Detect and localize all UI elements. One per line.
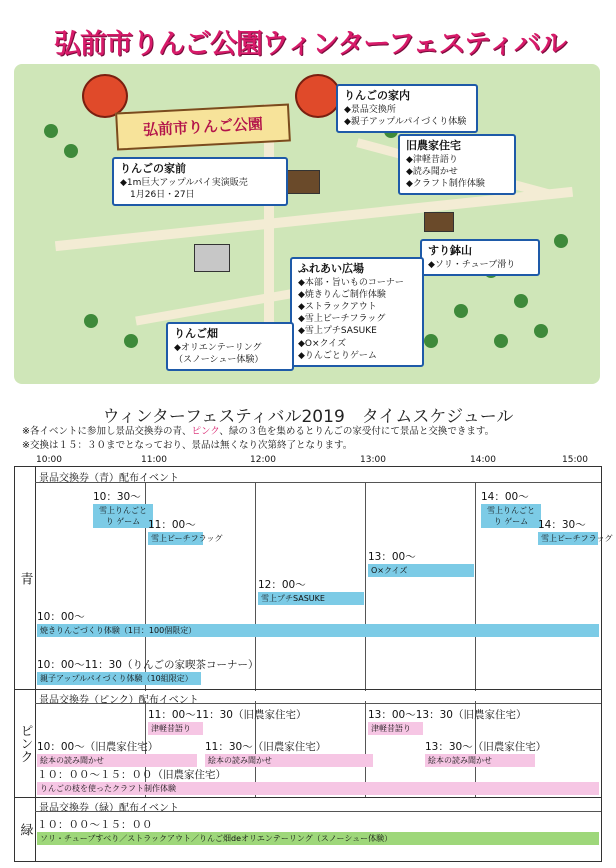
green-event: １０：００～１５：００ ソリ・チューブすべり／ストラックアウト／りんご畑deオリエンテーリング（スノーシュー体験） — [37, 817, 153, 832]
callout-suribachi-yama: すり鉢山 ◆ソリ・チューブ滑り — [420, 239, 540, 276]
blue-event: 11：00～ 雪上ビーチフラッグ — [148, 519, 223, 543]
park-sign: 弘前市りんご公園 — [115, 103, 291, 150]
blue-event: 13：00～ O×クイズ — [368, 549, 416, 564]
time-label: 11:00 — [141, 455, 167, 465]
time-label: 14:00 — [470, 455, 496, 465]
pink-event: 13：30～（旧農家住宅） 絵本の読み聞かせ — [425, 741, 547, 765]
pink-event: 11：00～11：30（旧農家住宅） 津軽昔語り — [148, 709, 307, 733]
blue-event: 14：00～ 雪上りんごとり ゲーム — [481, 489, 529, 504]
page-title: 弘前市りんご公園ウィンターフェスティバル — [54, 29, 566, 60]
section-head-pink: 景品交換券（ピンク）配布イベント — [39, 695, 199, 706]
time-label: 13:00 — [360, 455, 386, 465]
blue-event: 14：30～ 雪上ビーチフラッグ — [538, 519, 613, 543]
section-label-pink: ピンク — [15, 689, 36, 797]
blue-event: 10：00～ 焼きりんごづくり体験（1日：100個限定） — [37, 609, 85, 624]
schedule-grid — [14, 466, 613, 862]
pink-event: 10：00～（旧農家住宅） 絵本の読み聞かせ — [37, 739, 158, 754]
schedule-notes: ※各イベントに参加し景品交換券の青、ピンク、緑の３色を集めるとりんごの家受付にて景品と交換できます。 ※交換は１５：３０までとなっており、景品は無くなり次第終了となります。 — [22, 426, 495, 451]
time-label: 10:00 — [36, 455, 62, 465]
callout-old-farmhouse: 旧農家住宅 ◆津軽昔語り ◆読み聞かせ ◆クラフト制作体験 — [398, 134, 516, 195]
pink-event: １０：００～１５：００（旧農家住宅） りんごの枝を使ったクラフト制作体験 — [37, 767, 226, 782]
section-head-green: 景品交換券（緑）配布イベント — [39, 803, 179, 814]
apple-mascot-right — [295, 74, 341, 118]
blue-event: 10：00～11：30（りんごの家喫茶コーナー） 親子アップルパイづくり体験（10組限定） — [37, 659, 259, 683]
callout-fureai-square: ふれあい広場 ◆本部・旨いものコーナー ◆焼きりんご制作体験 ◆ストラックアウト ◆雪上ビーチフラッグ ◆雪上プチSASUKE ◆O×クイズ ◆りんごとりゲーム — [290, 257, 424, 367]
blue-event: 12：00～ 雪上プチSASUKE — [258, 577, 306, 592]
pink-event: 11：30～（旧農家住宅） 絵本の読み聞かせ — [205, 739, 326, 754]
schedule-title: ウィンターフェスティバル2019 タイムスケジュール — [102, 407, 514, 427]
callout-apple-orchard: りんご畑 ◆オリエンテーリング （スノーシュー体験） — [166, 322, 294, 371]
callout-ringo-house-inside: りんごの家内 ◆景品交換所 ◆親子アップルパイづくり体験 — [336, 84, 478, 133]
time-label: 15:00 — [562, 455, 588, 465]
section-label-green: 緑 — [15, 797, 36, 861]
section-label-blue: 青 — [15, 467, 36, 689]
callout-ringo-house-front: りんごの家前 ◆1m巨大アップルパイ実演販売 1月26日・27日 — [112, 157, 288, 206]
time-label: 12:00 — [250, 455, 276, 465]
section-head-blue: 景品交換券（青）配布イベント — [39, 473, 179, 484]
blue-event: 10：30～ 雪上りんごとり ゲーム — [93, 489, 141, 504]
pink-event: 13：00～13：30（旧農家住宅） 津軽昔語り — [368, 709, 527, 733]
